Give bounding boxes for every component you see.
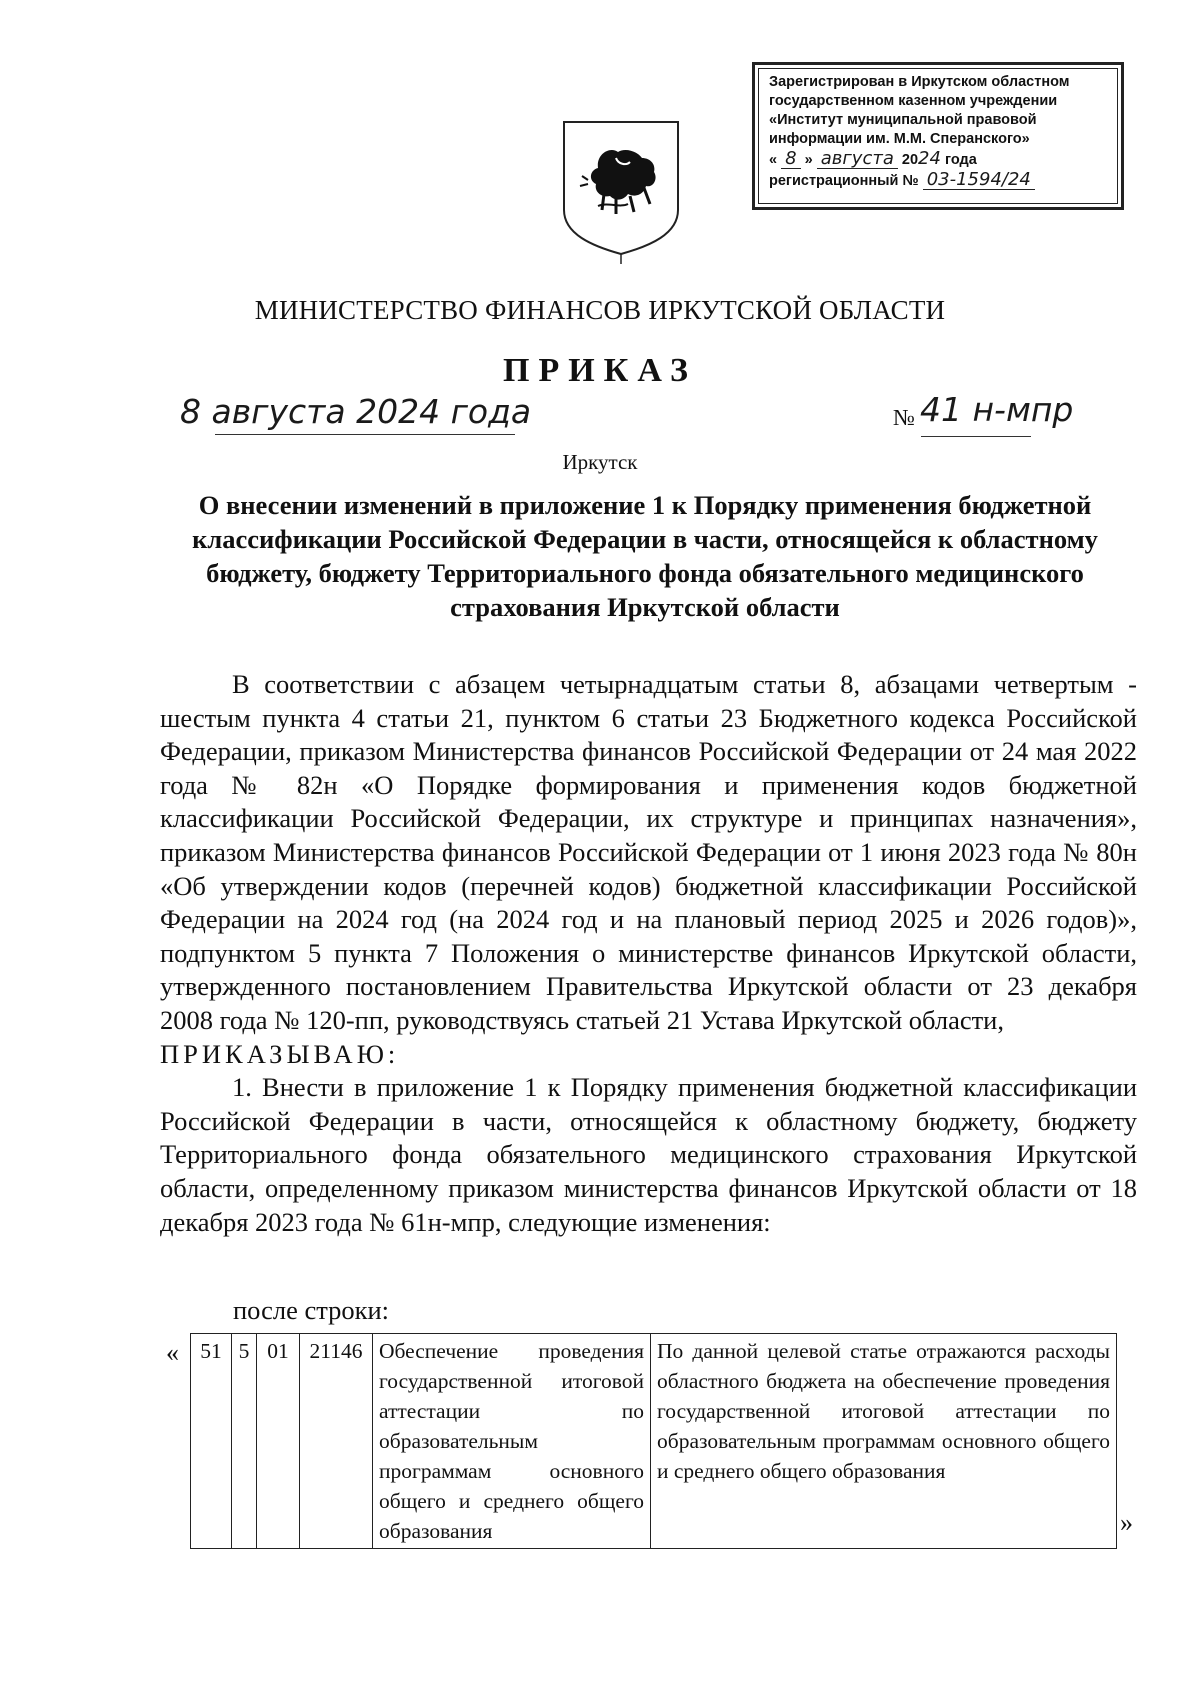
document-body [160, 668, 1137, 1239]
handwritten-date: 8 августа 2024 года [180, 392, 532, 431]
item-1-paragraph: 1. Внести в приложение 1 к Порядку применения бюджетной классификации Российской Федерации в части, относящейся к областному бюджету, бюджету Территориального фонда обязательного медицинского страхования Иркутской области, определенному приказом министерства финансов Иркутской области от 18 декабря 2023 года № 61н-мпр, следующие изменения: [160, 1072, 1137, 1237]
stamp-date-day: 8 [781, 149, 800, 169]
date-underline [215, 434, 515, 435]
registration-stamp [752, 62, 1124, 210]
table-row [191, 1334, 1117, 1549]
stamp-line-3: «Институт муниципальной правовой [769, 112, 1037, 128]
handwritten-number: 41 н-мпр [920, 390, 1074, 429]
quote-open: « [166, 1338, 179, 1367]
quote-close: » [1120, 1508, 1133, 1537]
stamp-year-suffix: 24 [918, 148, 941, 169]
stamp-date-close: » [804, 152, 813, 168]
stamp-line-2: государственном казенном учреждении [769, 93, 1058, 109]
cell-code-3: 01 [257, 1334, 300, 1549]
stamp-line-4: информации им. М.М. Сперанского» [769, 131, 1030, 147]
ministry-name: МИНИСТЕРСТВО ФИНАНСОВ ИРКУТСКОЙ ОБЛАСТИ [254, 295, 946, 325]
preamble-paragraph: В соответствии с абзацем четырнадцатым статьи 8, абзацами четвертым - шестым пункта 4 статьи 21, пунктом 6 статьи 23 Бюджетного кодекса Российской Федерации, приказом Министерства финансов Российской Федерации от 24 мая 2022 года № 82н «О Порядке формирования и применения кодов бюджетной классификации Российской Федерации, их структуре и принципах назначения», приказом Министерства финансов Российской Федерации от 1 июня 2023 года № 80н «Об утверждении кодов (перечней кодов) бюджетной классификации Российской Федерации на 2024 год (на 2024 год и на плановый период 2025 и 2026 годов)», подпунктом 5 пункта 7 Положения о министерстве финансов Иркутской области, утвержденного постановлением Правительства Иркутской области от 23 декабря 2008 года № 120-пп, руководствуясь статьей 21 Устава Иркутской области, [160, 669, 1137, 1035]
city: Иркутск [562, 450, 638, 474]
stamp-reg-number: 03-1594/24 [923, 170, 1035, 190]
order-subject: О внесении изменений в приложение 1 к Порядку применения бюджетной классификации Российской Федерации в части, относящейся к областному бюджету, бюджету Территориального фонда обязательного медицинского страхования Иркутской области [192, 490, 1098, 622]
stamp-line-1: Зарегистрирован в Иркутском областном [769, 74, 1070, 90]
order-word: ПРИКАЗЫВАЮ: [160, 1038, 400, 1069]
number-label: № [893, 405, 915, 430]
stamp-year-word: года [944, 152, 977, 168]
cell-name: Обеспечение проведения государственной итоговой аттестации по образовательным программам основного общего и среднего общего образования [373, 1334, 651, 1549]
stamp-date-open: « [769, 152, 778, 168]
document-type: ПРИКАЗ [503, 352, 697, 389]
cell-code-2: 5 [232, 1334, 257, 1549]
cell-description: По данной целевой статье отражаются расходы областного бюджета на обеспечение проведения государственной итоговой аттестации по образовательным программам основного общего и среднего общего образования [651, 1334, 1117, 1549]
number-underline [921, 436, 1031, 437]
stamp-reg-line [769, 170, 1109, 191]
cell-code-4: 21146 [300, 1334, 373, 1549]
stamp-year-prefix: 20 [901, 152, 919, 168]
stamp-reg-label: регистрационный № [769, 173, 919, 189]
cell-code-1: 51 [191, 1334, 232, 1549]
budget-code-table [190, 1333, 1117, 1549]
stamp-date-month: августа [817, 149, 898, 169]
after-row-label: после строки: [233, 1295, 390, 1325]
coat-of-arms-icon [558, 118, 684, 266]
stamp-date-line [769, 149, 1109, 170]
